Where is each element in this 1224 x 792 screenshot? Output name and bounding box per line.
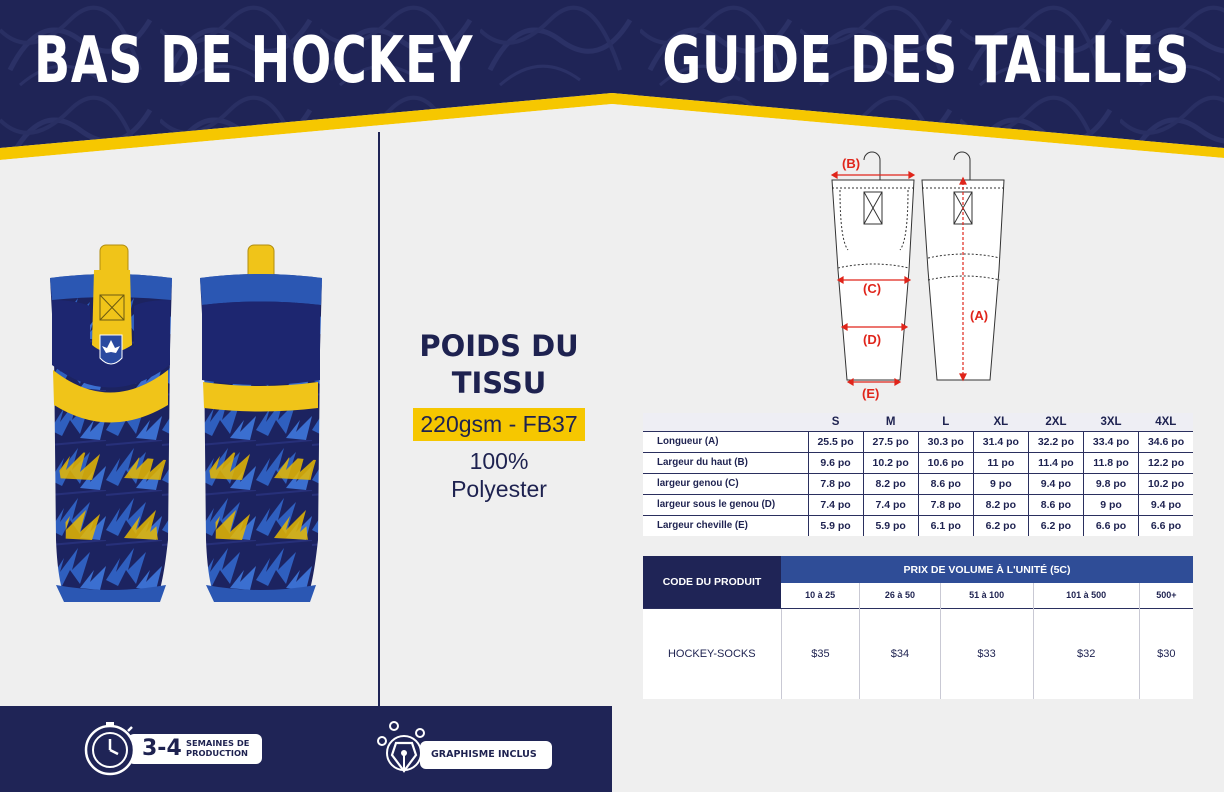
header-banner [0,0,1224,175]
table-cell: 6.2 po [1028,515,1083,536]
price-cell: $33 [940,608,1033,699]
table-cell: 9.6 po [808,452,863,473]
table-cell: 32.2 po [1028,431,1083,452]
delivery-label-line1: SEMAINES DE [186,738,250,748]
table-row [643,515,1193,536]
delivery-badge [84,721,269,777]
fabric-weight-title: POIDS DU TISSU [419,329,579,400]
delivery-label-line2: PRODUCTION [186,748,248,758]
table-cell: 7.8 po [918,494,973,515]
table-cell: 9.8 po [1083,473,1138,494]
table-cell: 9.4 po [1139,494,1193,515]
hockey-socks-illustration [50,240,330,610]
row-label: Longueur (A) [643,431,808,452]
table-cell: 8.6 po [918,473,973,494]
size-header: M [863,413,918,431]
table-cell: 6.2 po [973,515,1028,536]
design-badge [374,721,559,777]
table-cell: 12.2 po [1139,452,1193,473]
table-cell: 6.6 po [1139,515,1193,536]
price-cell: $32 [1033,608,1139,699]
table-cell: 11.4 po [1028,452,1083,473]
price-cell: $30 [1139,608,1193,699]
table-cell: 8.6 po [1028,494,1083,515]
stopwatch-icon [84,721,140,777]
table-row [643,473,1193,494]
table-cell: 34.6 po [1139,431,1193,452]
delivery-weeks: 3-4 [142,736,182,761]
row-label: Largeur du haut (B) [643,452,808,473]
measurement-diagram [820,150,1020,402]
tier-header: 500+ [1139,583,1193,608]
table-cell: 31.4 po [973,431,1028,452]
price-table [643,556,1193,699]
table-cell: 30.3 po [918,431,973,452]
tier-header: 10 à 25 [781,583,860,608]
size-header: 4XL [1139,413,1193,431]
size-header: L [918,413,973,431]
left-sock [50,245,172,602]
price-cell: $34 [860,608,940,699]
price-cell: $35 [781,608,860,699]
header-title-left: BAS DE HOCKEY [34,24,474,98]
table-cell: 7.4 po [808,494,863,515]
right-sock [200,245,322,602]
fabric-code-badge: 220gsm - FB37 [413,408,584,441]
table-cell: 5.9 po [808,515,863,536]
label-e: (E) [862,386,880,401]
size-header: S [808,413,863,431]
table-cell: 25.5 po [808,431,863,452]
design-label: GRAPHISME INCLUS [431,749,537,760]
tier-header: 51 à 100 [940,583,1033,608]
table-cell: 10.6 po [918,452,973,473]
fabric-percent: 100% [469,448,529,474]
size-header-blank [643,413,808,431]
product-code: HOCKEY-SOCKS [643,608,781,699]
size-header-row [643,413,1193,431]
table-cell: 10.2 po [1139,473,1193,494]
table-cell: 11.8 po [1083,452,1138,473]
label-c: (C) [863,281,882,296]
size-header: XL [973,413,1028,431]
table-row [643,494,1193,515]
table-cell: 6.1 po [918,515,973,536]
label-b: (B) [842,156,861,171]
product-code-header: CODE DU PRODUIT [643,556,781,608]
tier-header: 26 à 50 [860,583,940,608]
table-cell: 6.6 po [1083,515,1138,536]
table-row [643,452,1193,473]
table-cell: 7.8 po [808,473,863,494]
table-cell: 10.2 po [863,452,918,473]
size-header: 3XL [1083,413,1138,431]
label-a: (A) [970,308,989,323]
row-label: Largeur cheville (E) [643,515,808,536]
row-label: largeur genou (C) [643,473,808,494]
pen-tool-icon [374,721,430,777]
label-d: (D) [863,332,882,347]
table-cell: 27.5 po [863,431,918,452]
fabric-material: Polyester [451,476,547,502]
price-row [643,608,1193,699]
row-label: largeur sous le genou (D) [643,494,808,515]
table-cell: 8.2 po [863,473,918,494]
table-cell: 11 po [973,452,1028,473]
tier-header: 101 à 500 [1033,583,1139,608]
size-chart-table [643,413,1193,536]
table-cell: 9 po [973,473,1028,494]
footer-bar [0,706,612,792]
table-cell: 8.2 po [973,494,1028,515]
volume-price-header: PRIX DE VOLUME À L'UNITÉ (5C) [781,556,1193,583]
fabric-info [388,328,610,503]
table-cell: 9.4 po [1028,473,1083,494]
table-cell: 33.4 po [1083,431,1138,452]
table-row [643,431,1193,452]
table-cell: 7.4 po [863,494,918,515]
size-header: 2XL [1028,413,1083,431]
table-cell: 9 po [1083,494,1138,515]
table-cell: 5.9 po [863,515,918,536]
header-title-right: GUIDE DES TAILLES [662,24,1190,98]
vertical-divider [378,132,380,707]
